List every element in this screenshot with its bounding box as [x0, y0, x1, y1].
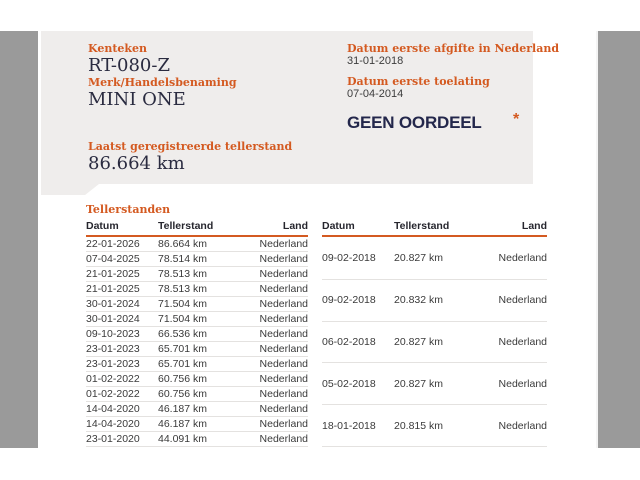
- table-row: [86, 372, 308, 387]
- table-row: [86, 432, 308, 447]
- cell-datum: 23-01-2023: [86, 342, 158, 357]
- card-corner-tab: [41, 184, 99, 195]
- table-row: [322, 236, 547, 279]
- oordeel-status: GEEN OORDEEL: [347, 113, 482, 132]
- cell-tellerstand: 46.187 km: [158, 402, 253, 417]
- cell-land: Nederland: [253, 417, 308, 432]
- cell-datum: 18-01-2018: [322, 405, 394, 447]
- eerste-toelating-label: Datum eerste toelating: [347, 75, 490, 88]
- table-row: [86, 402, 308, 417]
- vehicle-summary-card: [41, 31, 560, 184]
- cell-datum: 23-01-2023: [86, 357, 158, 372]
- cell-tellerstand: 78.514 km: [158, 252, 253, 267]
- cell-land: Nederland: [489, 279, 547, 321]
- table-row: [86, 357, 308, 372]
- cell-tellerstand: 44.091 km: [158, 432, 253, 447]
- cell-land: Nederland: [253, 372, 308, 387]
- cell-datum: 23-01-2020: [86, 432, 158, 447]
- table-row: [322, 405, 547, 447]
- table-header-row: [86, 220, 308, 236]
- cell-tellerstand: 66.536 km: [158, 327, 253, 342]
- cell-datum: 21-01-2025: [86, 267, 158, 282]
- cell-datum: 30-01-2024: [86, 297, 158, 312]
- cell-tellerstand: 60.756 km: [158, 372, 253, 387]
- cell-land: Nederland: [489, 236, 547, 279]
- cell-datum: 01-02-2022: [86, 372, 158, 387]
- cell-tellerstand: 78.513 km: [158, 282, 253, 297]
- table-row: [86, 387, 308, 402]
- cell-tellerstand: 20.815 km: [394, 405, 489, 447]
- cell-tellerstand: 20.827 km: [394, 321, 489, 363]
- column-header-land: Land: [253, 220, 308, 236]
- merk-value: MINI ONE: [88, 89, 186, 110]
- cell-tellerstand: 71.504 km: [158, 312, 253, 327]
- kenteken-label: Kenteken: [88, 42, 148, 55]
- laatste-tellerstand-label: Laatst geregistreerde tellerstand: [88, 140, 293, 153]
- eerste-toelating-value: 07-04-2014: [347, 88, 404, 100]
- cell-land: Nederland: [253, 327, 308, 342]
- cell-tellerstand: 20.832 km: [394, 279, 489, 321]
- eerste-afgifte-label: Datum eerste afgifte in Nederland: [347, 42, 560, 55]
- cell-land: Nederland: [253, 297, 308, 312]
- cell-datum: 21-01-2025: [86, 282, 158, 297]
- table-row: [322, 321, 547, 363]
- odometer-tables: [86, 220, 547, 447]
- column-header-land: Land: [489, 220, 547, 236]
- cell-datum: 01-02-2022: [86, 387, 158, 402]
- cell-tellerstand: 46.187 km: [158, 417, 253, 432]
- table-row: [86, 342, 308, 357]
- kenteken-value: RT-080-Z: [88, 55, 170, 76]
- cell-datum: 09-10-2023: [86, 327, 158, 342]
- section-title-tellerstanden: Tellerstanden: [86, 203, 171, 216]
- table-header-row: [322, 220, 547, 236]
- page-background-left: [0, 31, 38, 448]
- cell-land: Nederland: [253, 432, 308, 447]
- column-header-datum: Datum: [86, 220, 158, 236]
- cell-land: Nederland: [253, 236, 308, 252]
- table-row: [86, 312, 308, 327]
- cell-land: Nederland: [489, 363, 547, 405]
- cell-datum: 06-02-2018: [322, 321, 394, 363]
- cell-land: Nederland: [253, 402, 308, 417]
- column-header-datum: Datum: [322, 220, 394, 236]
- table-row: [86, 327, 308, 342]
- cell-tellerstand: 20.827 km: [394, 363, 489, 405]
- table-row: [322, 279, 547, 321]
- table-row: [86, 267, 308, 282]
- odometer-table-left: [86, 220, 308, 447]
- cell-tellerstand: 60.756 km: [158, 387, 253, 402]
- cell-datum: 07-04-2025: [86, 252, 158, 267]
- table-row: [86, 252, 308, 267]
- page-background-right: [596, 31, 640, 448]
- column-header-tellerstand: Tellerstand: [394, 220, 489, 236]
- table-row: [86, 236, 308, 252]
- table-row: [86, 282, 308, 297]
- column-header-tellerstand: Tellerstand: [158, 220, 253, 236]
- table-row: [86, 297, 308, 312]
- cell-datum: 09-02-2018: [322, 236, 394, 279]
- laatste-tellerstand-value: 86.664 km: [88, 153, 185, 174]
- merk-label: Merk/Handelsbenaming: [88, 76, 237, 89]
- cell-tellerstand: 86.664 km: [158, 236, 253, 252]
- eerste-afgifte-value: 31-01-2018: [347, 55, 404, 67]
- cell-datum: 22-01-2026: [86, 236, 158, 252]
- cell-tellerstand: 65.701 km: [158, 342, 253, 357]
- cell-datum: 05-02-2018: [322, 363, 394, 405]
- cell-datum: 14-04-2020: [86, 402, 158, 417]
- table-row: [86, 417, 308, 432]
- cell-land: Nederland: [253, 267, 308, 282]
- cell-land: Nederland: [253, 342, 308, 357]
- cell-datum: 14-04-2020: [86, 417, 158, 432]
- cell-tellerstand: 71.504 km: [158, 297, 253, 312]
- cell-land: Nederland: [253, 312, 308, 327]
- cell-datum: 30-01-2024: [86, 312, 158, 327]
- cell-land: Nederland: [489, 321, 547, 363]
- cell-land: Nederland: [253, 282, 308, 297]
- cell-land: Nederland: [253, 357, 308, 372]
- cell-tellerstand: 65.701 km: [158, 357, 253, 372]
- cell-datum: 09-02-2018: [322, 279, 394, 321]
- cell-tellerstand: 20.827 km: [394, 236, 489, 279]
- cell-tellerstand: 78.513 km: [158, 267, 253, 282]
- cell-land: Nederland: [253, 387, 308, 402]
- footnote-asterisk: *: [513, 111, 520, 128]
- odometer-table-right: [322, 220, 547, 447]
- table-row: [322, 363, 547, 405]
- cell-land: Nederland: [489, 405, 547, 447]
- cell-land: Nederland: [253, 252, 308, 267]
